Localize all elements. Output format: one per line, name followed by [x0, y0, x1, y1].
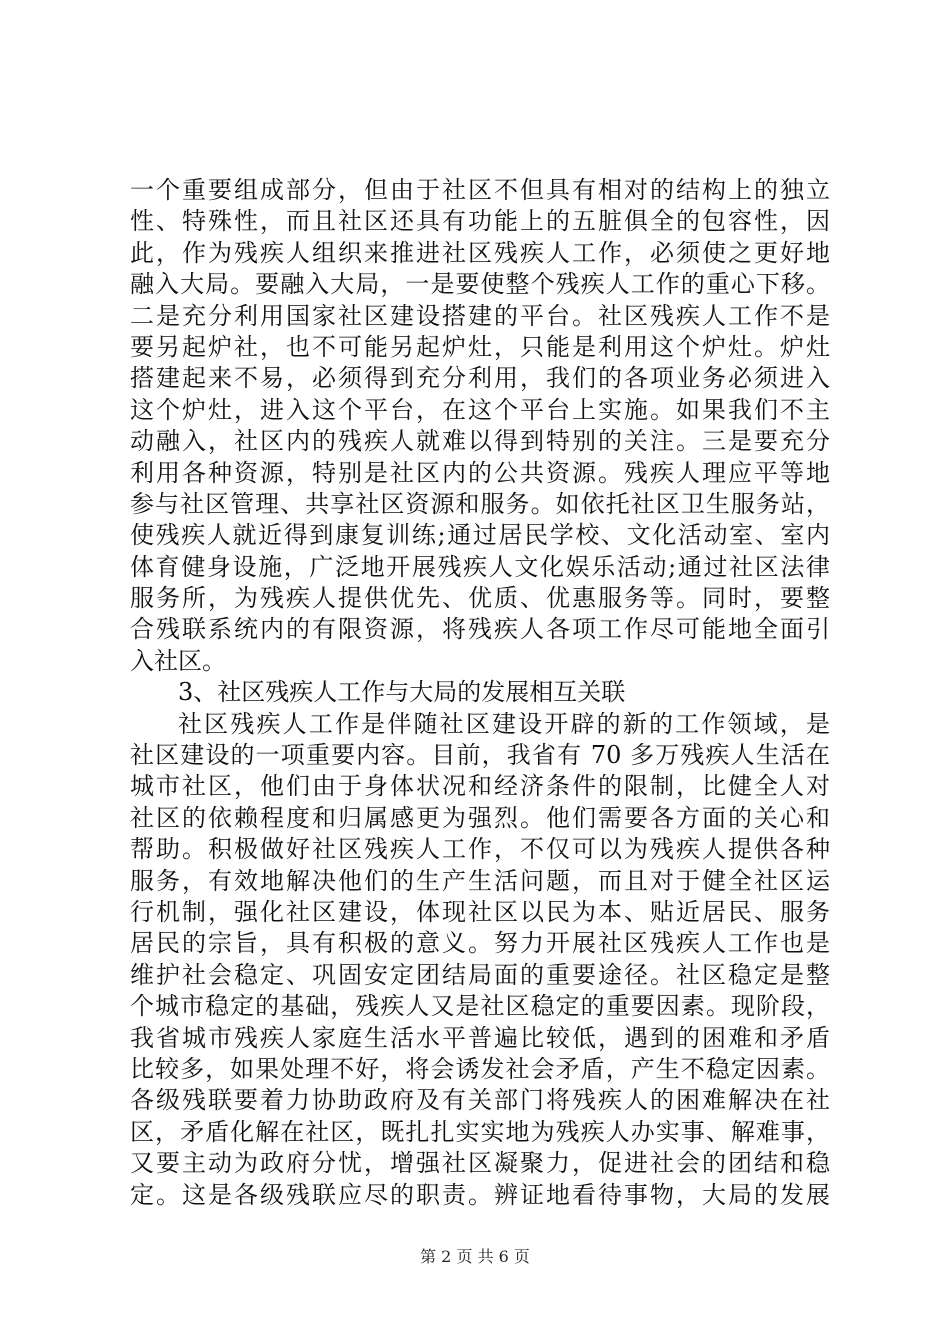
text-line: 服务，有效地解决他们的生产生活问题，而且对于健全社区运	[130, 866, 830, 895]
text-line: 体育健身设施，广泛地开展残疾人文化娱乐活动;通过社区法律	[130, 552, 830, 581]
text-line: 帮助。积极做好社区残疾人工作，不仅可以为残疾人提供各种	[130, 835, 830, 864]
text-line: 我省城市残疾人家庭生活水平普遍比较低，遇到的困难和矛盾	[130, 1023, 830, 1052]
text-line: 居民的宗旨，具有积极的意义。努力开展社区残疾人工作也是	[130, 929, 830, 958]
text-line: 比较多，如果处理不好，将会诱发社会矛盾，产生不稳定因素。	[130, 1054, 830, 1083]
text-line: 区，矛盾化解在社区，既扎扎实实地为残疾人办实事、解难事，	[130, 1117, 830, 1146]
text-line: 服务所，为残疾人提供优先、优质、优惠服务等。同时，要整	[130, 584, 830, 613]
text-line: 合残联系统内的有限资源，将残疾人各项工作尽可能地全面引	[130, 615, 830, 644]
body-text	[130, 175, 830, 1211]
text-line: 又要主动为政府分忧，增强社区凝聚力，促进社会的团结和稳	[130, 1149, 830, 1178]
text-line: 这个炉灶，进入这个平台，在这个平台上实施。如果我们不主	[130, 395, 830, 424]
text-line: 维护社会稳定、巩固安定团结局面的重要途径。社区稳定是整	[130, 960, 830, 989]
text-line: 动融入，社区内的残疾人就难以得到特别的关注。三是要充分	[130, 427, 830, 456]
text-line: 城市社区，他们由于身体状况和经济条件的限制，比健全人对	[130, 772, 830, 801]
section-heading: 3、社区残疾人工作与大局的发展相互关联	[178, 678, 626, 707]
text-line: 融入大局。要融入大局，一是要使整个残疾人工作的重心下移。	[130, 270, 830, 299]
text-line: 社区建设的一项重要内容。目前，我省有 70 多万残疾人生活在	[130, 741, 830, 770]
text-line: 参与社区管理、共享社区资源和服务。如依托社区卫生服务站，	[130, 489, 830, 518]
text-line: 利用各种资源，特别是社区内的公共资源。残疾人理应平等地	[130, 458, 830, 487]
text-line: 行机制，强化社区建设，体现社区以民为本、贴近居民、服务	[130, 897, 830, 926]
text-line: 社区的依赖程度和归属感更为强烈。他们需要各方面的关心和	[130, 803, 830, 832]
text-line: 社区残疾人工作是伴随社区建设开辟的新的工作领域，是	[178, 709, 830, 738]
text-line: 一个重要组成部分，但由于社区不但具有相对的结构上的独立	[130, 176, 830, 204]
text-line: 个城市稳定的基础，残疾人又是社区稳定的重要因素。现阶段，	[130, 992, 830, 1021]
text-line: 各级残联要着力协助政府及有关部门将残疾人的困难解决在社	[130, 1086, 830, 1115]
text-line: 使残疾人就近得到康复训练;通过居民学校、文化活动室、室内	[130, 521, 830, 550]
page-number-footer: 第 2 页 共 6 页	[420, 1247, 530, 1266]
text-line: 性、特殊性，而且社区还具有功能上的五脏俱全的包容性，因	[130, 207, 830, 236]
text-line: 入社区。	[130, 646, 226, 675]
text-line: 此，作为残疾人组织来推进社区残疾人工作，必须使之更好地	[130, 238, 830, 267]
text-line: 定。这是各级残联应尽的职责。辨证地看待事物，大局的发展	[130, 1180, 830, 1209]
text-line: 要另起炉社，也不可能另起炉灶，只能是利用这个炉灶。炉灶	[130, 332, 830, 361]
text-line: 二是充分利用国家社区建设搭建的平台。社区残疾人工作不是	[130, 301, 830, 330]
text-line: 搭建起来不易，必须得到充分利用，我们的各项业务必须进入	[130, 364, 830, 393]
